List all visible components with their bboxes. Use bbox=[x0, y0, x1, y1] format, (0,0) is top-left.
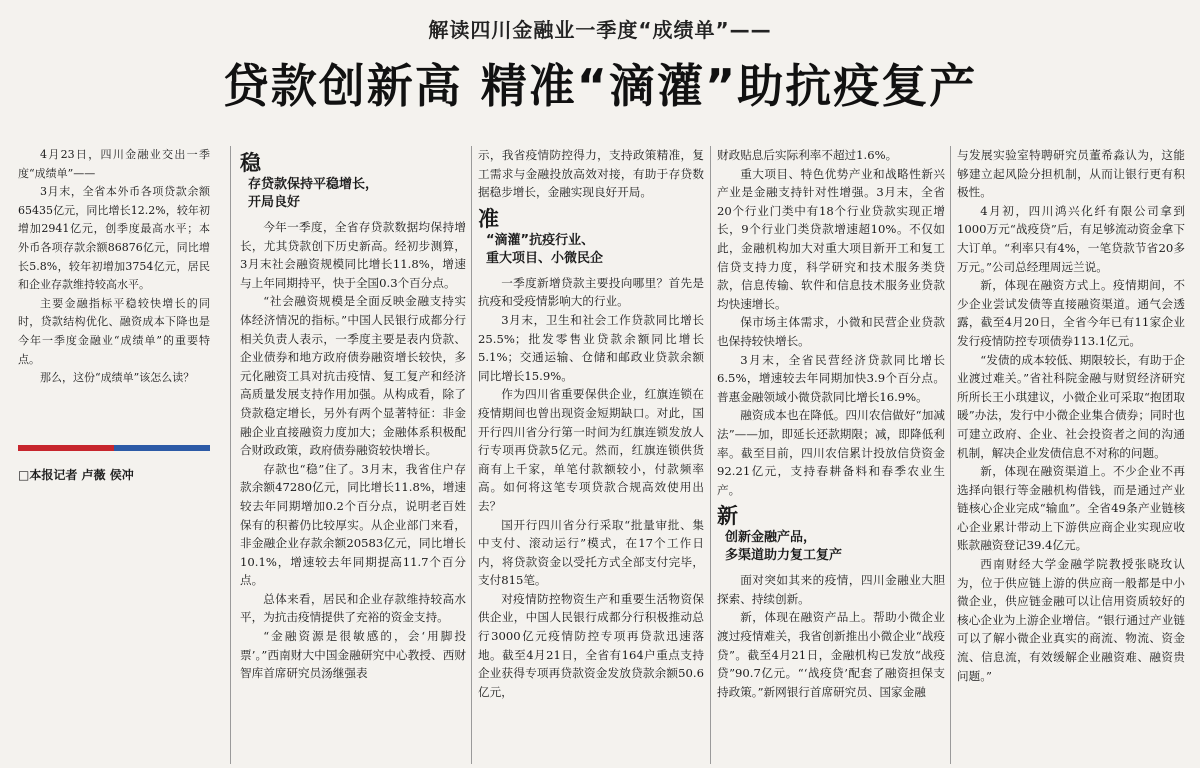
article-column-3 bbox=[478, 146, 704, 766]
color-stripe bbox=[18, 445, 210, 451]
body-paragraph: 保市场主体需求，小微和民营企业贷款也保持较快增长。 bbox=[717, 315, 945, 348]
section-title: 新 bbox=[717, 504, 738, 529]
section-subtitle: 多渠道助力复工复产 bbox=[725, 548, 843, 564]
body-paragraph: 与发展实验室特聘研究员董希淼认为，这能够建立起风险分担机制，从而让银行更有积极性。 bbox=[957, 148, 1185, 200]
body-paragraph: 新，体现在融资渠道上。不少企业不再选择向银行等金融机构借钱，而是通过产业链核心企业完成“输血”。全省49条产业链核心企业累计带动上下游供应商企业实现应收账款融资登记39.4亿元。 bbox=[957, 464, 1185, 553]
article-column-2 bbox=[240, 146, 466, 766]
kicker-line: 解读四川金融业一季度“成绩单”—— bbox=[428, 18, 772, 42]
column-rule bbox=[471, 146, 472, 764]
lead-column bbox=[18, 146, 210, 466]
body-paragraph: “金融资源是很敏感的，会‘用脚投票’。”西南财大中国金融研究中心教授、西财智库首席研究员汤继强表 bbox=[240, 629, 466, 681]
column-rule bbox=[710, 146, 711, 764]
headline: 贷款创新高 精准“滴灌”助抗疫复产 bbox=[222, 59, 978, 113]
lead-paragraph: 4月23日，四川金融业交出一季度“成绩单”—— bbox=[18, 148, 210, 180]
body-paragraph: 示，我省疫情防控得力，支持政策精准，复工需求与金融投放高效对接，有助于存贷数据稳步增长，金融实现良好开局。 bbox=[478, 148, 704, 200]
column-rule bbox=[230, 146, 231, 764]
body-paragraph: 4月初，四川鸿兴化纤有限公司拿到1000万元“战疫贷”后，有足够流动资金拿下大订单。“利率只有4%，一笔贷款节省20多万元。”公司总经理周远兰说。 bbox=[957, 203, 1185, 274]
body-paragraph: 新，体现在融资方式上。疫情期间，不少企业尝试发债等直接融资渠道。通气会透露，截至4月20日，全省今年已有11家企业发行疫情防控专项债券113.1亿元。 bbox=[957, 278, 1185, 348]
stripe-red bbox=[18, 445, 114, 451]
body-paragraph: 一季度新增贷款主要投向哪里？首先是抗疫和受疫情影响大的行业。 bbox=[478, 275, 704, 309]
body-paragraph: 融资成本也在降低。四川农信做好“加减法”——加，即延长还款期限；减，即降低利率。截至目前，四川农信累计投放信贷资金92.21亿元，支持春耕备料和春季农业生产。 bbox=[717, 408, 945, 497]
body-paragraph: 新，体现在融资产品上。帮助小微企业渡过疫情难关，我省创新推出小微企业“战疫贷”。截至4月21日，金融机构已发放“战疫贷”90.7亿元。“‘战疫贷’配套了融资担保支持政策。”新网银行首席研究员、国家金融 bbox=[717, 610, 945, 699]
section-title: 稳 bbox=[240, 151, 261, 175]
body-paragraph: 3月末，卫生和社会工作贷款同比增长25.5%；批发零售业贷款余额同比增长5.1%；交通运输、仓储和邮政业贷款余额同比增长15.9%。 bbox=[478, 312, 704, 383]
body-paragraph: 对疫情防控物资生产和重要生活物资保供企业，中国人民银行成都分行积极推动总行3000亿元疫情防控专项再贷款迅速落地。截至4月21日，全省有164户重点支持企业获得专项再贷款资金发放贷款余额50.6亿元， bbox=[478, 591, 704, 699]
column-rule bbox=[950, 146, 951, 764]
section-title: 准 bbox=[478, 206, 499, 231]
body-paragraph: 作为四川省重要保供企业，红旗连锁在疫情期间也曾出现资金短期缺口。对此，国开行四川省分行第一时间为红旗连锁发放人行专项再贷款5亿元。然而，红旗连锁供货商有上千家，单笔付款额较小，付款频率高。如何将这笔专项贷款合规高效使用出去？ bbox=[478, 387, 704, 513]
byline: □本报记者 卢薇 侯冲 bbox=[18, 468, 134, 482]
body-paragraph: “发债的成本较低、期限较长，有助于企业渡过难关。”省社科院金融与财贸经济研究所所长王小琪建议，小微企业可采取“抱团取暖”办法，发行中小微企业集合债券；同时也可建立政府、企业、社会投资者之间的沟通机制，解决企业发债信息不对称的问题。 bbox=[957, 352, 1185, 460]
article-column-5 bbox=[957, 146, 1185, 766]
stripe-blue bbox=[114, 445, 210, 451]
body-paragraph: 面对突如其来的疫情，四川金融业大胆探索、持续创新。 bbox=[717, 573, 945, 606]
section-new-heading bbox=[717, 503, 945, 565]
body-paragraph: 重大项目、特色优势产业和战略性新兴产业是金融支持针对性增强。3月末，全省20个行业门类中有18个行业贷款实现正增长，9个行业门类贷款增速超10%。不仅如此，金融机构加大对重大项目新开工和复工信贷支持力度，科学研究和技术服务类贷款，信息传输、软件和信息技术服务业贷款均快速增长。 bbox=[717, 166, 945, 311]
lead-paragraph: 主要金融指标平稳较快增长的同时，贷款结构优化、融资成本下降也是今年一季度金融业“成绩单”的重要特点。 bbox=[18, 296, 210, 366]
section-subtitle: 存贷款保持平稳增长， bbox=[248, 177, 379, 192]
section-subtitle: 开局良好 bbox=[248, 195, 301, 210]
section-subtitle: 创新金融产品， bbox=[725, 530, 817, 546]
lead-paragraph: 那么，这份“成绩单”该怎么读？ bbox=[40, 371, 195, 385]
article-column-4 bbox=[717, 146, 945, 766]
body-paragraph: 总体来看，居民和企业存款维持较高水平，为抗击疫情提供了充裕的资金支持。 bbox=[240, 591, 466, 625]
body-paragraph: 3月末，全省民营经济贷款同比增长6.5%，增速较去年同期加快3.9个百分点。普惠金融领域小微贷款同比增长16.9%。 bbox=[717, 352, 945, 404]
body-paragraph: 存款也“稳”住了。3月末，我省住户存款余额47280亿元，同比增长11.8%，增速较去年同期增加0.2个百分点，说明老百姓保有的积蓄仍比较厚实。从企业部门来看，非金融企业存款余额20583亿元，同比增长10.1%，增速较去年同期提高11.7个百分点。 bbox=[240, 461, 466, 588]
body-paragraph: 今年一季度，全省存贷款数据均保持增长，尤其贷款创下历史新高。经初步测算，3月末社会融资规模同比增长11.8%，增速与上年同期持平，快于全国0.3个百分点。 bbox=[240, 220, 466, 290]
body-paragraph: “社会融资规模是全面反映金融支持实体经济情况的指标。”中国人民银行成都分行相关负责人表示，一季度主要是表内贷款、企业债券和地方政府债券融资增长较快，多元化融资工具对抗击疫情、复工复产和经济高质量发展支持作用加强。从构成看，除了贷款稳定增长，另外有两个显著特征：非金融企业直接融资力度加大；金融体系积极配合财政政策，政府债券融资较快增长。 bbox=[240, 294, 466, 458]
body-paragraph: 财政贴息后实际利率不超过1.6%。 bbox=[717, 148, 898, 162]
section-subtitle: “滴灌”抗疫行业、 bbox=[486, 232, 595, 248]
section-precise-heading bbox=[478, 206, 704, 268]
lead-paragraph: 3月末，全省本外币各项贷款余额65435亿元，同比增长12.2%，较年初增加2941亿元，创季度最高水平；本外币各项存款余额86876亿元，同比增长5.8%，较年初增加3754亿元，居民和企业存款维持较高水平。 bbox=[18, 185, 210, 292]
body-paragraph: 国开行四川省分行采取“批量审批、集中支付、滚动运行”模式，在17个工作日内，将贷款资金以受托方式全部支付完毕，支付815笔。 bbox=[478, 517, 704, 588]
section-stable-heading bbox=[240, 150, 466, 212]
body-paragraph: 西南财经大学金融学院教授张晓玫认为，位于供应链上游的供应商一般都是中小微企业，供应链金融可以让信用资质较好的核心企业为上游企业增信。“银行通过产业链可以了解小微企业真实的商流、物流、资金流、信息流，有效缓解企业融资难、融资贵问题。” bbox=[957, 557, 1185, 683]
section-subtitle: 重大项目、小微民企 bbox=[486, 250, 604, 266]
